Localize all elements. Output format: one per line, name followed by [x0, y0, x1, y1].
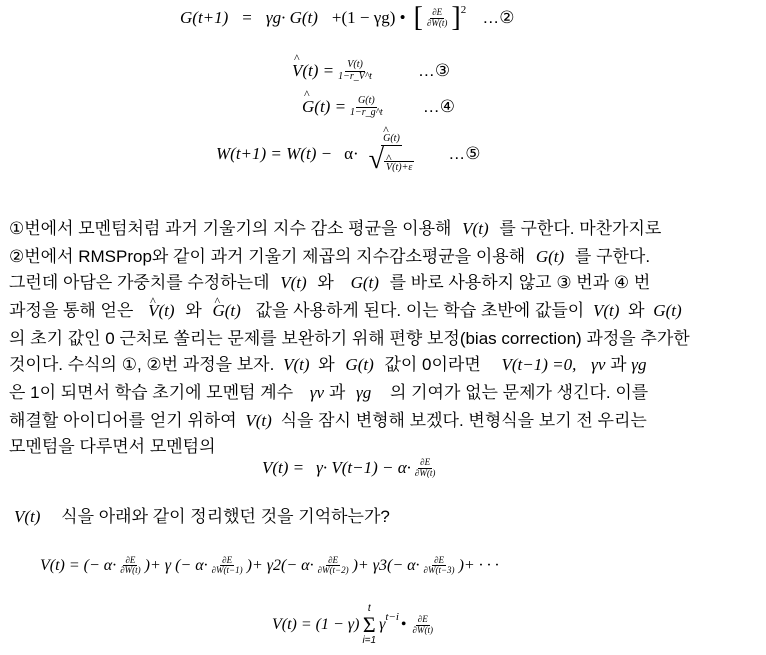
eq1-gradient [425, 8, 449, 28]
para-line-8: 해결할 아이디어를 얻기 위하여 V(t) 식을 잠시 변형해 보겠다. 변형식을 보기 전 우리는 [9, 411, 647, 430]
eq1-right-bracket: ] [451, 2, 461, 33]
eq4-label: …⑤ [448, 143, 481, 163]
eq1-power: 2 [460, 4, 467, 16]
equation-1 [180, 4, 515, 32]
eq1-equals: = [242, 8, 252, 27]
eq6-lhs: V(t) = [262, 458, 305, 477]
eq4-den-wrap [367, 143, 417, 175]
eq4-alpha: α· [344, 143, 359, 163]
eq3-num: G(t) [358, 95, 375, 106]
para-line-3: 그런데 아담은 가중치를 수정하는데 V(t) 와 G(t) 를 바로 사용하지 않고 ③ 번과 ④ 번 [9, 273, 651, 292]
eq1-grad-num: ∂E [432, 7, 443, 18]
eq6-num: ∂E [420, 457, 431, 468]
eq7-frac-1: $\frac{\partial E}{\partial W(t)}$ [120, 555, 141, 576]
para-line-7: 은 1이 되면서 학습 초기에 모멘텀 계수 γv 과 γg 의 기여가 없는 문제가 생긴다. 이를 [9, 383, 649, 402]
equation-6 [262, 458, 439, 478]
sigma-symbol: Σ [362, 612, 376, 637]
eq3-den: 1−r_g^t [350, 106, 383, 118]
eq2-label: …③ [417, 61, 451, 80]
eq3-label: …④ [422, 97, 455, 116]
eq7-frac-2: $\frac{\partial E}{\partial W(t-1)}$ [211, 555, 243, 576]
eq7-frac-4: $\frac{\partial E}{\partial W(t-3)}$ [423, 555, 455, 576]
eq8-power: t−i [385, 611, 399, 623]
para-line-9: 모멘텀을 다루면서 모멘텀의 [9, 437, 216, 456]
para-line-4: 과정을 통해 얻은 ^ V(t) 와 ^ G(t) 값을 사용하게 된다. 이는 학습 초반에 값들이 V(t) 와 G(t) [9, 300, 682, 322]
eq1-term1: γg· G(t) [265, 8, 318, 27]
eq3-fraction [348, 96, 385, 118]
eq2-lhs: ^ V(t) = [292, 61, 334, 81]
eq4-num: ^ G(t) [381, 134, 402, 146]
eq6-fraction [413, 458, 437, 478]
eq1-lhs: G(t+1) [180, 8, 229, 27]
eq6-den: ∂W(t) [414, 467, 436, 478]
remember-line: V(t) 식을 아래와 같이 정리했던 것을 기억하는가? [14, 507, 390, 526]
eq3-lhs: ^ G(t) = [302, 97, 346, 117]
equation-7: V(t) = (− α· $\frac{\partial E}{\partial W(t)}$ )+ γ (− α· $\frac{\partial E}{\partial W(t-1)}$ )+ γ2(− α· $\frac{\partial E}{\partial W(t-2)}$ )+ γ3(− α· $\frac{\partial E}{\partial W(t-3)}$ )+ · · · [40, 555, 499, 576]
equation-3 [302, 96, 455, 118]
eq7-lhs: V(t) = [40, 556, 80, 574]
eq4-lhs: W(t+1) = W(t) − [216, 143, 333, 163]
equation-4 [216, 134, 481, 174]
eq1-left-bracket: [ [413, 2, 423, 33]
para-line-5: 의 초기 값인 0 근처로 쏠리는 문제를 보완하기 위해 편향 보정(bias correction) 과정을 추가한 [9, 329, 690, 348]
sqrt-symbol [368, 143, 415, 175]
para-line-1: ①번에서 모멘텀처럼 과거 기울기의 지수 감소 평균을 이용해 V(t) 를 구한다. 마찬가지로 [9, 219, 662, 238]
eq8-gamma: γ [379, 616, 386, 633]
eq6-rhs: γ· V(t−1) − α· [316, 458, 411, 477]
eq2-den: 1−r_V^t [338, 70, 372, 82]
eq2-num: V(t) [347, 59, 363, 70]
eq4-den: ^ V(t)+ε [384, 161, 414, 174]
eq4-fraction [367, 134, 417, 174]
eq2-fraction [336, 60, 374, 82]
equation-2 [292, 60, 450, 82]
para-line-6: 것이다. 수식의 ①, ②번 과정을 보자. V(t) 와 G(t) 값이 0이라면 V(t−1) =0, γv 과 γg [9, 355, 647, 374]
eq7-frac-3: $\frac{\partial E}{\partial W(t-2)}$ [317, 555, 349, 576]
radical-sign: √ [368, 143, 385, 175]
eq1-label: …② [482, 8, 515, 27]
equation-8: V(t) = (1 − γ) t Σ i=1 γ t−i • $\frac{\partial E}{\partial W(t)}$ [272, 603, 433, 646]
eq8-fraction: $\frac{\partial E}{\partial W(t)}$ [412, 614, 433, 635]
para-line-2: ②번에서 RMSProp와 같이 과거 기울기 제곱의 지수감소평균을 이용해 G(t) 를 구한다. [9, 247, 651, 266]
summation: t Σ i=1 [362, 603, 377, 646]
eq1-grad-den: ∂W(t) [426, 17, 448, 28]
eq1-term2: +(1 − γg) • [331, 8, 406, 27]
eq8-lhs: V(t) = (1 − γ) [272, 616, 360, 633]
